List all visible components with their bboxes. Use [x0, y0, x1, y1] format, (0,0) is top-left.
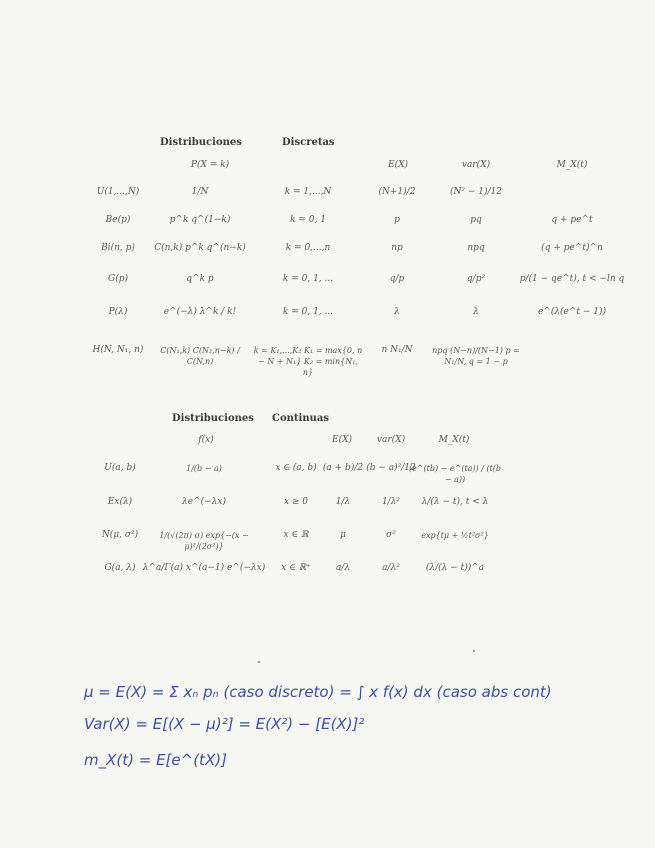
- continuous-mgf-cell: exp{tμ + ½t²σ²}: [421, 531, 489, 540]
- continuous-name-cell: N(μ, σ²): [101, 530, 139, 540]
- discrete-var-cell: npq (N−n)/(N−1) p = N₁/N, q = 1 − p: [432, 346, 520, 366]
- column-header: var(X): [461, 160, 491, 170]
- continuous-mgf-cell: λ/(λ − t), t < λ: [421, 497, 489, 507]
- column-header: var(X): [376, 435, 406, 445]
- discrete-pmf-cell: 1/N: [191, 187, 209, 197]
- continuous-var-cell: (b − a)²/12: [366, 463, 416, 473]
- discrete-support-cell: k = 0, 1: [290, 215, 326, 225]
- continuous-var-cell: σ²: [386, 530, 396, 540]
- discrete-var-cell: pq: [470, 215, 482, 225]
- continuous-name-cell: U(a, b): [104, 463, 136, 473]
- discrete-mean-cell: λ: [394, 307, 400, 317]
- discrete-name-cell: U(1,...,N): [96, 187, 140, 197]
- discrete-name-cell: Be(p): [105, 215, 131, 225]
- discrete-title: Distribuciones: [160, 137, 242, 148]
- discrete-pmf-cell: C(n,k) p^k q^(n−k): [154, 243, 246, 253]
- handwritten-variance-definition: Var(X) = E[(X − μ)²] = E(X²) − [E(X)]²: [84, 715, 365, 733]
- scan-speck: [473, 650, 475, 652]
- continuous-name-cell: G(a, λ): [104, 563, 136, 573]
- discrete-title-type: Discretas: [282, 137, 335, 148]
- continuous-pdf-cell: λe^(−λx): [182, 497, 226, 507]
- discrete-support-cell: k = K₁,...,K₂ K₁ = max{0, n − N + N₁} K₂ = min{N₁, n}: [253, 346, 363, 377]
- continuous-support-cell: x ∈ (a, b): [275, 463, 317, 473]
- discrete-mgf-cell: e^(λ(e^t − 1)): [537, 307, 607, 317]
- discrete-mean-cell: n N₁/N: [381, 345, 413, 355]
- discrete-var-cell: λ: [473, 307, 479, 317]
- discrete-name-cell: H(N, N₁, n): [92, 345, 144, 355]
- discrete-support-cell: k = 0, 1, ...: [282, 307, 334, 317]
- column-header: M_X(t): [556, 160, 588, 170]
- discrete-pmf-cell: q^k p: [186, 274, 214, 284]
- discrete-support-cell: k = 0, 1, ...: [282, 274, 334, 284]
- discrete-name-cell: Bi(n, p): [101, 243, 135, 253]
- column-header: E(X): [332, 435, 352, 445]
- discrete-mgf-cell: q + pe^t: [551, 215, 593, 225]
- continuous-pdf-cell: λ^a/Γ(a) x^(a−1) e^(−λx): [142, 563, 266, 573]
- discrete-mean-cell: (N+1)/2: [378, 187, 416, 197]
- handwritten-mean-definition: μ = E(X) = Σ xₙ pₙ (caso discreto) = ∫ x f(x) dx (caso abs cont): [84, 683, 552, 701]
- column-header: E(X): [388, 160, 408, 170]
- discrete-mean-cell: p: [394, 215, 400, 225]
- continuous-pdf-cell: 1/(b − a): [186, 464, 222, 473]
- discrete-support-cell: k = 1,...,N: [284, 187, 332, 197]
- discrete-pmf-cell: e^(−λ) λ^k / k!: [163, 307, 237, 317]
- continuous-mean-cell: (a + b)/2: [322, 463, 364, 473]
- discrete-mean-cell: np: [391, 243, 403, 253]
- column-header: P(X = k): [190, 160, 230, 170]
- continuous-support-cell: x ∈ ℝ: [283, 530, 309, 540]
- discrete-name-cell: P(λ): [108, 307, 128, 317]
- discrete-var-cell: npq: [467, 243, 485, 253]
- column-header: M_X(t): [438, 435, 470, 445]
- continuous-title-type: Continuas: [272, 413, 329, 424]
- continuous-support-cell: x ≥ 0: [283, 497, 309, 507]
- continuous-mean-cell: 1/λ: [335, 497, 351, 507]
- discrete-mgf-cell: p/(1 − qe^t), t < −ln q: [519, 274, 625, 284]
- discrete-support-cell: k = 0,...,n: [285, 243, 331, 253]
- continuous-title: Distribuciones: [172, 413, 254, 424]
- scan-speck: [258, 661, 260, 663]
- discrete-pmf-cell: p^k q^(1−k): [169, 215, 231, 225]
- continuous-mean-cell: a/λ: [335, 563, 351, 573]
- continuous-mgf-cell: (λ/(λ − t))^a: [425, 563, 485, 573]
- continuous-mgf-cell: (e^(tb) − e^(ta)) / (t(b − a)): [408, 464, 502, 484]
- discrete-var-cell: (N² − 1)/12: [450, 187, 502, 197]
- continuous-var-cell: a/λ²: [382, 563, 400, 573]
- column-header: f(x): [198, 435, 214, 445]
- continuous-mean-cell: μ: [340, 530, 346, 540]
- continuous-name-cell: Ex(λ): [107, 497, 133, 507]
- discrete-name-cell: G(p): [108, 274, 128, 284]
- continuous-var-cell: 1/λ²: [381, 497, 401, 507]
- discrete-mean-cell: q/p: [389, 274, 405, 284]
- discrete-var-cell: q/p²: [466, 274, 486, 284]
- discrete-mgf-cell: (q + pe^t)^n: [541, 243, 603, 253]
- discrete-pmf-cell: C(N₁,k) C(N₂,n−k) / C(N,n): [160, 346, 240, 366]
- continuous-pdf-cell: 1/(√(2π) σ) exp{−(x − μ)²/(2σ²)}: [159, 531, 249, 551]
- continuous-support-cell: x ∈ ℝ⁺: [281, 563, 311, 573]
- handwritten-mgf-definition: m_X(t) = E[e^(tX)]: [84, 751, 227, 769]
